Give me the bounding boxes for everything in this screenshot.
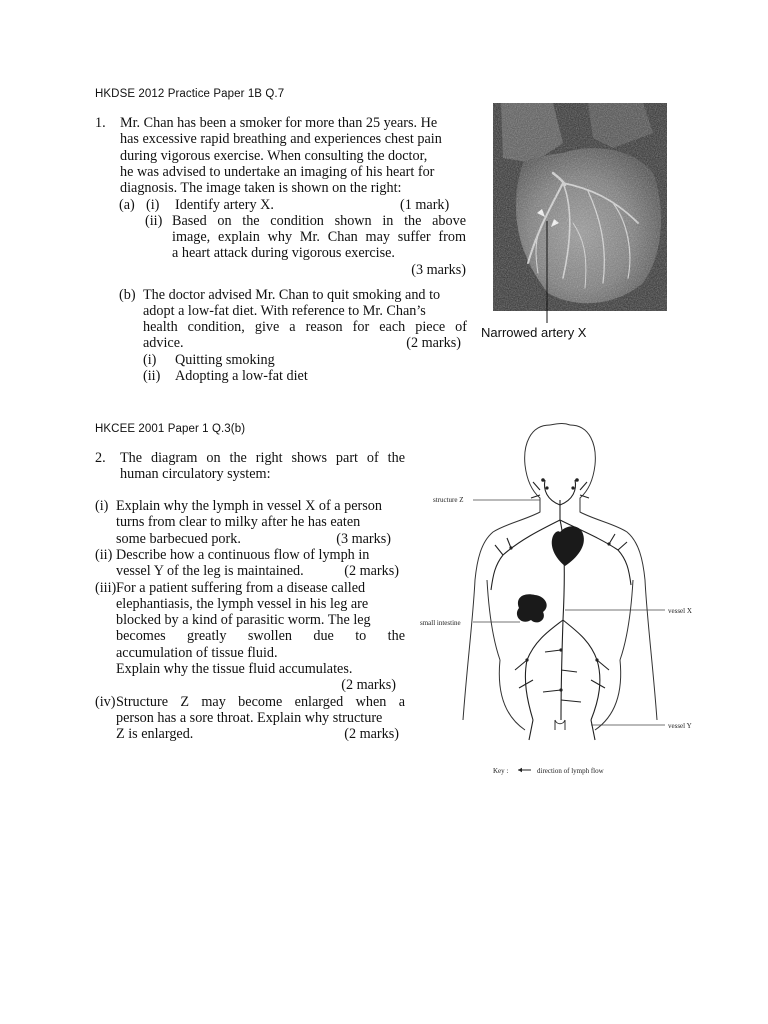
q2-part-iv-line-1: Structure Z may become enlarged when a (116, 693, 405, 710)
q2-part-iii-line-1: For a patient suffering from a disease called (116, 579, 366, 596)
heart-image-caption: Narrowed artery X (481, 325, 587, 340)
q2-part-i-marks: (3 marks) (336, 530, 391, 547)
lymphatic-system-diagram (415, 420, 715, 790)
q1-b-line-3: health condition, give a reason for each piece of (143, 319, 467, 336)
q1-a-label: (a) (119, 196, 135, 213)
caption-pointer-line (546, 311, 548, 323)
q2-part-ii-label: (ii) (95, 546, 113, 563)
small-intestine-label: small intestine (420, 619, 461, 627)
q1-b-ii-text: Adopting a low-fat diet (175, 367, 308, 384)
q2-part-iii-line-6: Explain why the tissue fluid accumulates. (116, 660, 353, 677)
q2-part-iv-line-2: person has a sore throat. Explain why structure (116, 709, 383, 726)
q2-part-i-line-1: Explain why the lymph in vessel X of a person (116, 498, 382, 514)
q2-part-i-line-3: some barbecued pork. (116, 530, 241, 547)
q2-stem-line-1: The diagram on the right shows part of the (120, 450, 405, 466)
q1-b-marks: (2 marks) (406, 335, 461, 352)
key-text: direction of lymph flow (537, 767, 604, 775)
q1-header: HKDSE 2012 Practice Paper 1B Q.7 (95, 88, 285, 100)
q2-part-iv-marks: (2 marks) (344, 726, 399, 743)
q1-a-ii-line-2: image, explain why Mr. Chan may suffer from (172, 229, 466, 246)
q2-part-iii-marks: (2 marks) (341, 677, 396, 694)
q2-part-iii-line-4: becomes greatly swollen due to the (116, 628, 405, 645)
q1-stem-line-5: diagnosis. The image taken is shown on the right: (120, 180, 402, 197)
q1-a-ii-marks: (3 marks) (411, 261, 466, 278)
q1-a-ii-label: (ii) (145, 212, 163, 229)
q1-stem-line-3: during vigorous exercise. When consulting the doctor, (120, 147, 428, 164)
q1-b-line-2: adopt a low-fat diet. With reference to Mr. Chan’s (143, 302, 426, 319)
q1-stem-line-2: has excessive rapid breathing and experiences chest pain (120, 131, 442, 148)
q1-b-line-4: advice. (143, 335, 184, 352)
q1-b-line-1: The doctor advised Mr. Chan to quit smoking and to (143, 286, 441, 303)
q2-part-ii-line-1: Describe how a continuous flow of lymph in (116, 546, 370, 563)
q2-number: 2. (95, 450, 106, 466)
q2-part-ii-line-2: vessel Y of the leg is maintained. (116, 563, 304, 580)
q1-number: 1. (95, 115, 106, 131)
q2-stem-line-2: human circulatory system: (120, 466, 271, 483)
q1-stem-line-1: Mr. Chan has been a smoker for more than 25 years. He (120, 115, 438, 131)
q1-a-i-text: Identify artery X. (175, 196, 274, 213)
q1-a-i-label: (i) (146, 196, 160, 213)
q1-a-i-marks: (1 mark) (400, 196, 450, 213)
q2-part-iv-line-3: Z is enlarged. (116, 726, 194, 743)
q1-b-i-text: Quitting smoking (175, 351, 275, 368)
q2-part-i-line-2: turns from clear to milky after he has eaten (116, 514, 361, 531)
q2-part-iv-label: (iv) (95, 693, 116, 710)
q1-a-ii-line-1: Based on the condition shown in the above (172, 212, 466, 229)
key-label: Key : (493, 767, 509, 775)
arrow-icon (518, 768, 531, 772)
q1-b-label: (b) (119, 286, 136, 303)
vessel-x-label: vessel X (668, 607, 692, 615)
q1-stem-line-4: he was advised to undertake an imaging of his heart for (120, 163, 435, 180)
q2-part-iii-line-5: accumulation of tissue fluid. (116, 644, 278, 661)
structure-z-label: structure Z (433, 496, 464, 504)
q1-a-ii-line-3: a heart attack during vigorous exercise. (172, 245, 395, 262)
q2-part-iii-line-3: blocked by a kind of parasitic worm. The leg (116, 612, 371, 629)
q1-b-ii-label: (ii) (143, 367, 161, 384)
q2-part-iii-label: (iii) (95, 579, 117, 596)
vessel-y-label: vessel Y (668, 722, 692, 730)
q2-part-ii-marks: (2 marks) (344, 563, 399, 580)
q2-header: HKCEE 2001 Paper 1 Q.3(b) (95, 423, 246, 435)
heart-angiogram-image (493, 103, 667, 311)
q1-b-i-label: (i) (143, 351, 157, 368)
q2-part-i-label: (i) (95, 498, 109, 514)
q2-part-iii-line-2: elephantiasis, the lymph vessel in his leg are (116, 595, 369, 612)
